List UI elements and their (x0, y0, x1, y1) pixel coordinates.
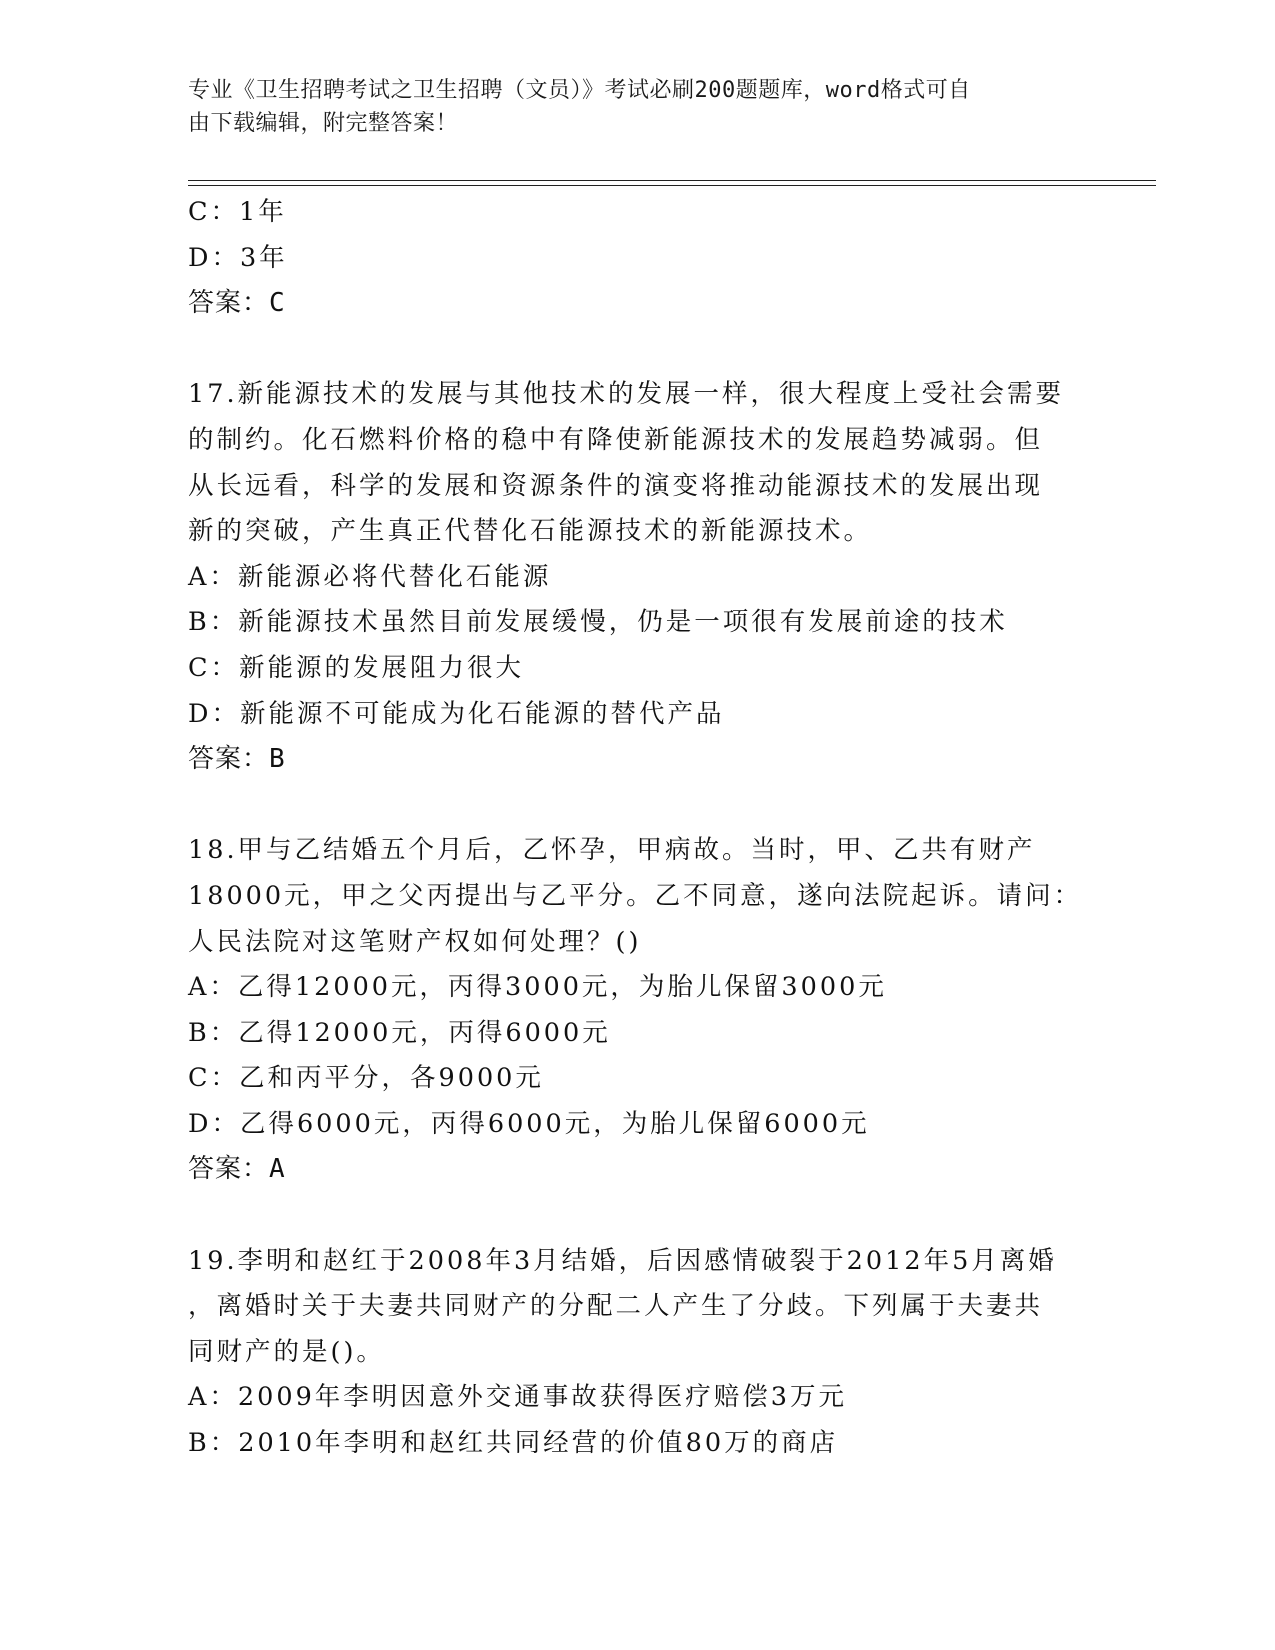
header-divider-bottom (188, 185, 1156, 186)
question-18-option-a: A：乙得12000元，丙得3000元，为胎儿保留3000元 (188, 972, 887, 1003)
spacer (188, 327, 1088, 373)
question-17-option-b: B：新能源技术虽然目前发展缓慢，仍是一项很有发展前途的技术 (188, 607, 1008, 638)
document-header (188, 74, 1068, 140)
question-19-stem-line: 19.李明和赵红于2008年3月结婚，后因感情破裂于2012年5月离婚 (188, 1245, 1057, 1276)
question-17-stem-line: 新的突破，产生真正代替化石能源技术的新能源技术。 (188, 516, 873, 547)
header-line-1: 专业《卫生招聘考试之卫生招聘（文员）》考试必刷200题题库，word格式可自 (188, 78, 971, 103)
question-19-stem-line: ，离婚时关于夫妻共同财产的分配二人产生了分歧。下列属于夫妻共 (188, 1291, 1044, 1322)
question-16-answer: 答案：C (188, 288, 286, 319)
question-18 (188, 828, 1088, 1193)
question-17-option-c: C：新能源的发展阻力很大 (188, 652, 525, 683)
question-18-option-b: B：乙得12000元，丙得6000元 (188, 1017, 611, 1048)
question-17-option-a: A：新能源必将代替化石能源 (188, 561, 552, 592)
question-19-option-b: B：2010年李明和赵红共同经营的价值80万的商店 (188, 1428, 839, 1459)
question-17-option-d: D：新能源不可能成为化石能源的替代产品 (188, 698, 725, 729)
question-17-stem-line: 从长远看，科学的发展和资源条件的演变将推动能源技术的发展出现 (188, 470, 1044, 501)
spacer (188, 1193, 1088, 1239)
question-18-stem-line: 18000元，甲之父丙提出与乙平分。乙不同意，遂向法院起诉。请问： (188, 880, 1083, 911)
spacer (188, 783, 1088, 829)
question-19 (188, 1239, 1088, 1467)
question-16-tail (188, 190, 1088, 327)
question-18-stem-line: 人民法院对这笔财产权如何处理？() (188, 926, 642, 957)
document-body (188, 190, 1088, 1467)
question-18-stem-line: 18.甲与乙结婚五个月后，乙怀孕，甲病故。当时，甲、乙共有财产 (188, 835, 1036, 866)
question-17-answer: 答案：B (188, 744, 286, 775)
question-17-stem-line: 的制约。化石燃料价格的稳中有降使新能源技术的发展趋势减弱。但 (188, 424, 1044, 455)
question-17 (188, 372, 1088, 782)
question-16-option-c: C：1年 (188, 197, 287, 227)
question-19-option-a: A：2009年李明因意外交通事故获得医疗赔偿3万元 (188, 1382, 848, 1413)
question-18-answer: 答案：A (188, 1154, 286, 1185)
header-line-2: 由下载编辑，附完整答案！ (188, 111, 459, 136)
question-18-option-c: C：乙和丙平分，各9000元 (188, 1063, 544, 1094)
question-18-option-d: D：乙得6000元，丙得6000元，为胎儿保留6000元 (188, 1108, 870, 1139)
question-19-stem-line: 同财产的是()。 (188, 1336, 385, 1367)
question-16-option-d: D：3年 (188, 242, 288, 273)
header-divider-top (188, 180, 1156, 181)
question-17-stem-line: 17.新能源技术的发展与其他技术的发展一样，很大程度上受社会需要 (188, 379, 1065, 410)
